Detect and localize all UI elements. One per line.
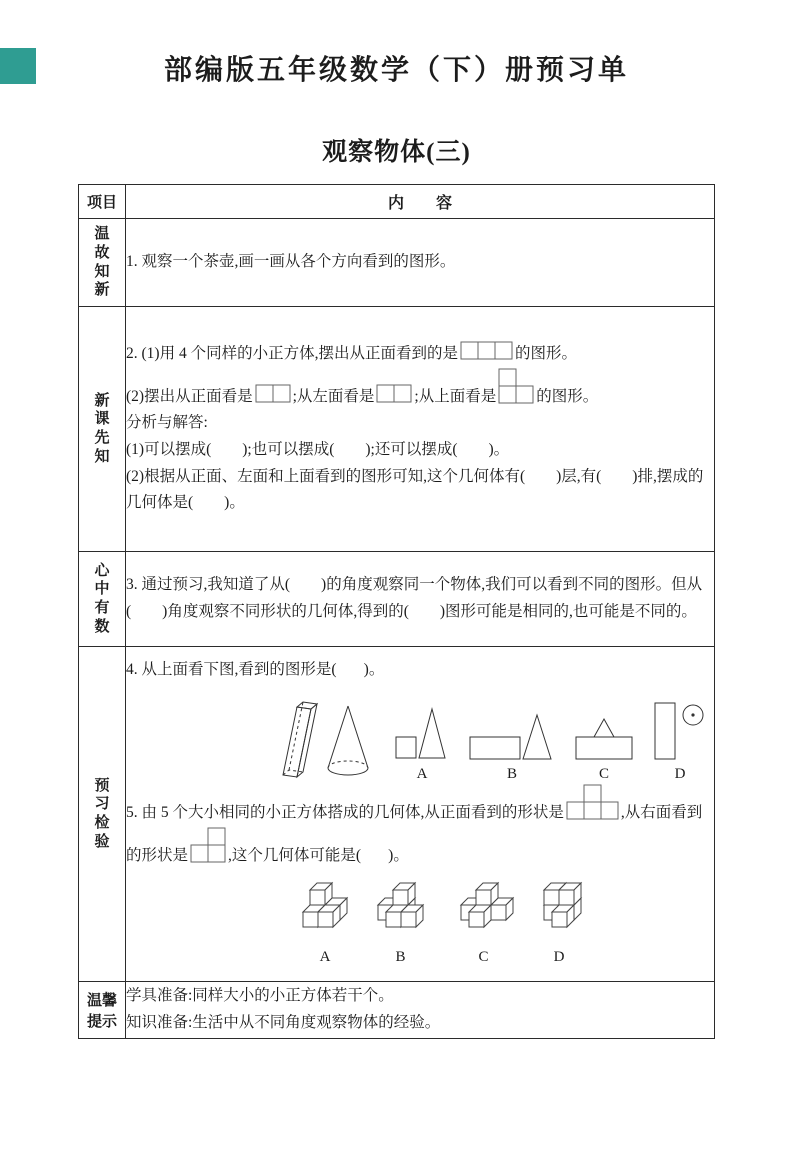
row-review-label-cell [79,219,126,307]
question-1: 1. 观察一个茶壶,画一画从各个方向看到的图形。 [126,253,456,271]
tip-knowledge: 知识准备:生活中从不同角度观察物体的经验。 [126,1014,441,1031]
row-tips-label-cell [79,982,126,1039]
row-self-test-label-cell [79,647,126,982]
question-2-part2: (2)摆出从正面看是 ;从左面看是 ;从上面看是 的图形。 [126,368,714,411]
q5-option-d-label: D [553,948,565,965]
cube-assembly-d-icon [535,881,583,939]
row-self-test-content [126,647,715,982]
q4-option-b [468,712,556,782]
row-tips-label-line2: 提示 [86,1014,117,1030]
cube-assembly-a-icon [301,881,349,939]
cube-assembly-c-icon [452,881,515,939]
q5-option-a-label: A [319,948,331,965]
q4-option-d-label: D [674,765,686,782]
preview-sheet-table [78,184,715,1039]
row-review-label: 温故知新 [94,226,110,299]
row-tips-label-line1: 温馨 [86,993,117,1009]
prism-and-cone-figure [276,694,376,782]
question-5-figure [301,881,714,965]
q4-option-d [652,700,708,782]
question-2-part1: 2. (1)用 4 个同样的小正方体,摆出从正面看到的是 的图形。 [126,341,714,368]
tall-rectangle-and-circle-icon [652,700,708,762]
tip-materials: 学具准备:同样大小的小正方体若干个。 [126,987,394,1005]
question-4-figure [276,694,714,782]
header-col-content: 内 容 [126,185,715,219]
corner-marker [0,48,36,84]
row-self-test [79,647,715,982]
cube-assembly-b-icon [369,881,432,939]
q5-option-a [301,881,349,965]
q5-option-c-label: C [478,948,489,965]
cone-icon [328,706,368,775]
row-tips [79,982,715,1039]
row-tips-content [126,982,715,1039]
row-new-lesson-content [126,307,715,552]
q5-option-b-label: B [395,948,406,965]
row-review [79,219,715,307]
q4-option-c [573,714,635,782]
header-col-project: 项目 [79,185,126,219]
row-self-test-label: 预习检验 [94,777,110,850]
question-2-answer-line1: (1)可以摆成( );也可以摆成( );还可以摆成( )。 [126,441,510,458]
q4-option-c-label: C [598,765,609,782]
q5-option-b [369,881,432,965]
question-5: 5. 由 5 个大小相同的小正方体搭成的几何体,从正面看到的形状是 ,从右面看到的形状是 ,这个几何体可能是( )。 [126,784,714,869]
header-row [79,185,715,219]
question-4: 4. 从上面看下图,看到的图形是( )。 [126,661,385,679]
row-new-lesson [79,307,715,552]
q4-option-b-label: B [506,765,517,782]
row-key-ideas-content [126,552,715,647]
page-title: 部编版五年级数学（下）册预习单 [163,55,629,86]
rectangle-with-triangle-on-top-icon [573,714,635,762]
lesson-title: 观察物体(三) [322,139,471,166]
square-and-triangle-icon [393,706,451,762]
row-new-lesson-label-cell [79,307,126,552]
q5-option-d [535,881,583,965]
question-2-analysis-heading: 分析与解答: [126,414,208,432]
question-2-answer-line2: (2)根据从正面、左面和上面看到的图形可知,这个几何体有( )层,有( )排,摆成的几何体是( )。 [126,467,704,512]
row-review-content [126,219,715,307]
tilted-prism-icon [283,702,317,777]
rectangle-and-triangle-icon [468,712,556,762]
row-key-ideas [79,552,715,647]
row-new-lesson-label: 新课先知 [94,392,110,465]
row-key-ideas-label-cell [79,552,126,647]
q4-option-a [393,706,451,782]
row-key-ideas-label: 心中有数 [94,562,110,635]
q5-option-c [452,881,515,965]
question-3: 3. 通过预习,我知道了从( )的角度观察同一个物体,我们可以看到不同的图形。但从( )角度观察不同形状的几何体,得到的( )图形可能是相同的,也可能是不同的。 [126,576,703,620]
q4-option-a-label: A [416,765,428,782]
